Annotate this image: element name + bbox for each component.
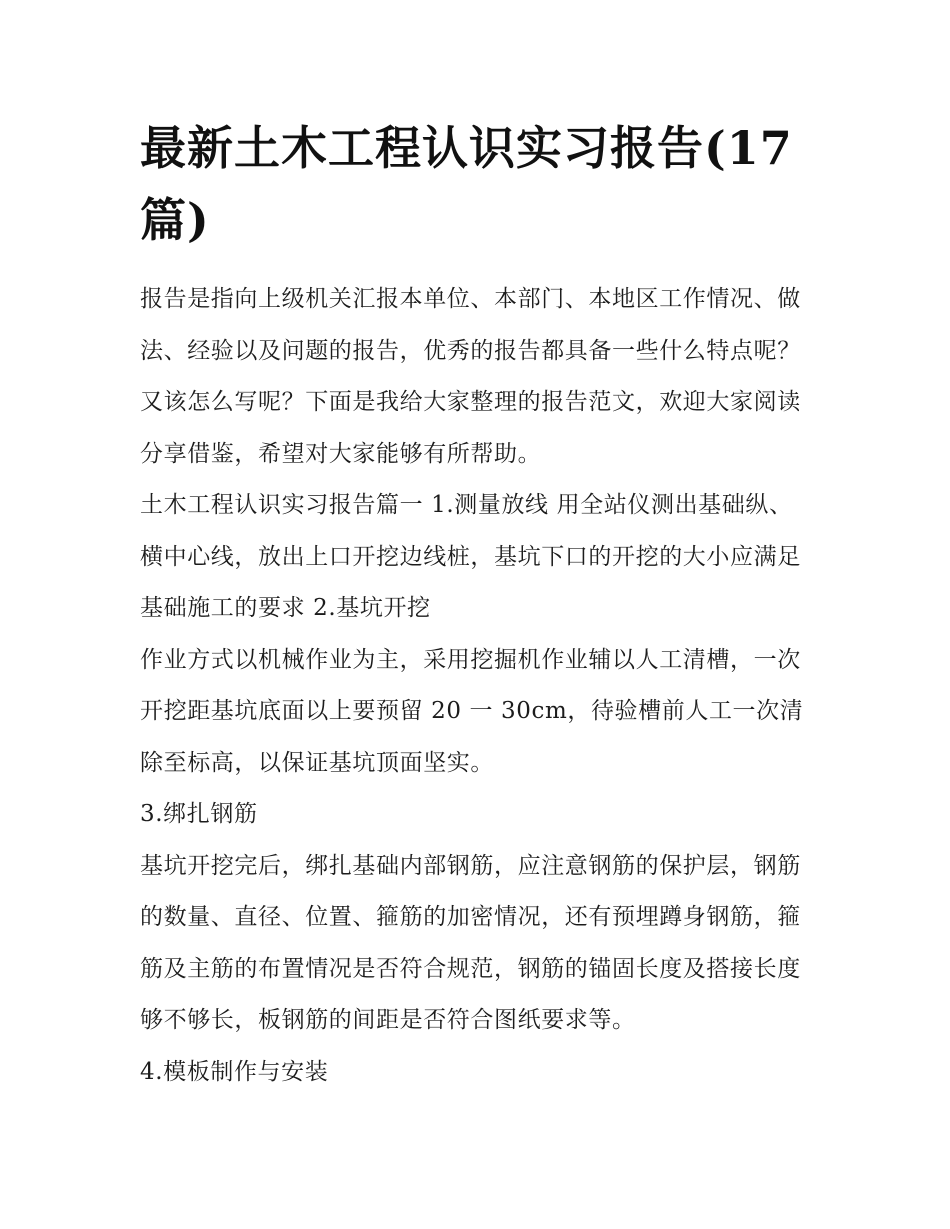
excavation-paragraph: 作业方式以机械作业为主，采用挖掘机作业辅以人工清槽，一次开挖距基坑底面以上要预留 20 一 30cm，待验槽前人工一次清除至标高，以保证基坑顶面坚实。 bbox=[140, 646, 804, 776]
formwork-heading: 4.模板制作与安装 bbox=[140, 1058, 329, 1085]
rebar-paragraph: 基坑开挖完后，绑扎基础内部钢筋，应注意钢筋的保护层，钢筋的数量、直径、位置、箍筋的加密情况，还有预埋蹲身钢筋，箍筋及主筋的布置情况是否符合规范，钢筋的锚固长度及搭接长度够不够长，板钢筋的间距是否符合图纸要求等。 bbox=[140, 852, 801, 1033]
document-title: 最新土木工程认识实习报告(17篇) bbox=[140, 121, 793, 247]
document-body bbox=[140, 274, 812, 1098]
document-page bbox=[140, 112, 812, 1098]
rebar-heading: 3.绑扎钢筋 bbox=[140, 801, 258, 827]
intro-paragraph: 报告是指向上级机关汇报本单位、本部门、本地区工作情况、做法、经验以及问题的报告，优秀的报告都具备一些什么特点呢？又该怎么写呢？下面是我给大家整理的报告范文，欢迎大家阅读分享借鉴，希望对大家能够有所帮助。 bbox=[140, 286, 801, 467]
section-1-paragraph: 土木工程认识实习报告篇一 1.测量放线 用全站仪测出基础纵、横中心线，放出上口开挖边线桩，基坑下口的开挖的大小应满足基础施工的要求 2.基坑开挖 bbox=[140, 492, 801, 621]
